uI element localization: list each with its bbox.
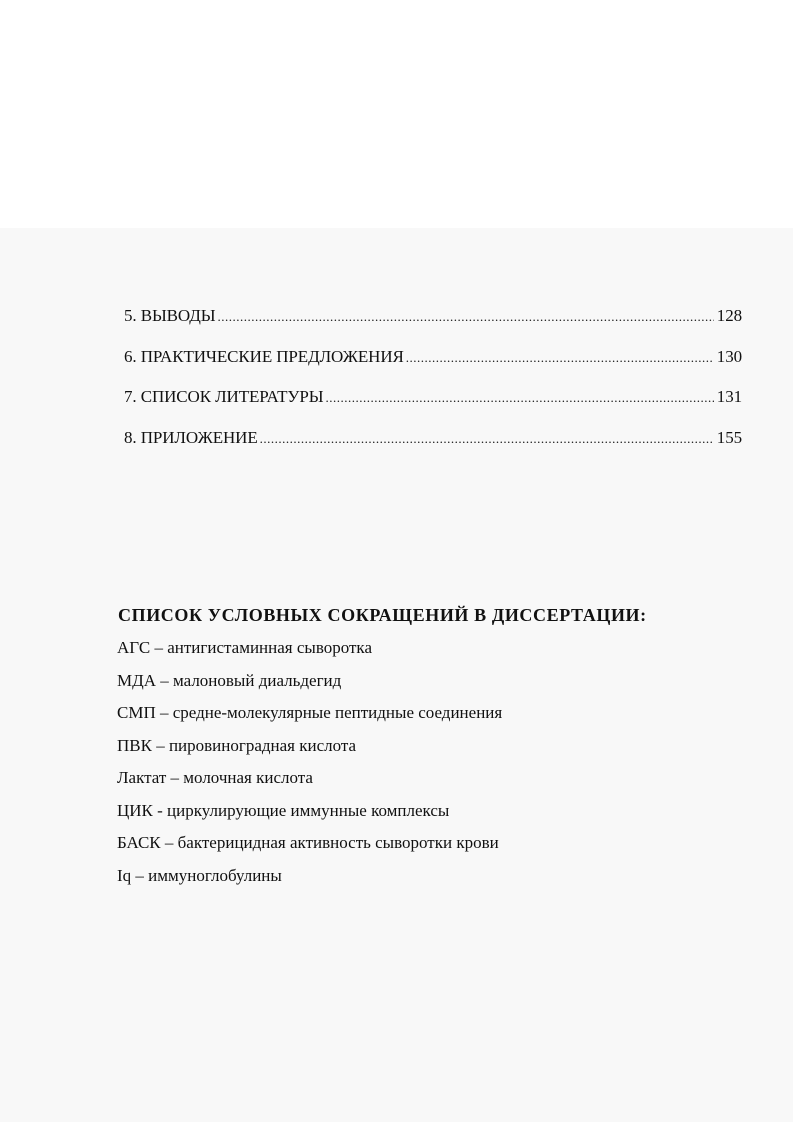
abbreviations-list xyxy=(117,638,737,898)
toc-entry-label: 7. СПИСОК ЛИТЕРАТУРЫ xyxy=(124,387,324,406)
abbreviation-item: БАСК – бактерицидная активность сыворотки крови xyxy=(117,833,499,852)
toc-dot-leader xyxy=(406,350,714,366)
table-of-contents xyxy=(124,306,742,468)
toc-dot-leader xyxy=(325,390,713,406)
toc-entry-page: 130 xyxy=(716,346,742,366)
abbreviation-item: СМП – средне-молекулярные пептидные соединения xyxy=(117,703,503,722)
abbreviation-item: Лактат – молочная кислота xyxy=(117,768,313,787)
toc-entry xyxy=(124,387,742,428)
abbreviation-item: Iq – иммуноглобулины xyxy=(117,865,282,885)
toc-entry xyxy=(124,306,742,347)
toc-entry-label: 8. ПРИЛОЖЕНИЕ xyxy=(124,427,258,447)
toc-entry-label: 6. ПРАКТИЧЕСКИЕ ПРЕДЛОЖЕНИЯ xyxy=(124,346,404,366)
toc-entry-label: 5. ВЫВОДЫ xyxy=(124,306,216,325)
abbreviation-item: МДА – малоновый диальдегид xyxy=(117,670,342,690)
toc-entry xyxy=(124,347,742,388)
toc-entry xyxy=(124,428,742,469)
abbreviations-title: СПИСОК УСЛОВНЫХ СОКРАЩЕНИЙ В ДИССЕРТАЦИИ: xyxy=(118,605,647,625)
toc-entry-page: 155 xyxy=(716,427,742,447)
toc-entry-page: 131 xyxy=(716,387,742,406)
toc-entry-page: 128 xyxy=(716,306,742,325)
abbreviation-item: ПВК – пировиноградная кислота xyxy=(117,735,357,755)
toc-dot-leader xyxy=(260,431,714,447)
abbreviation-item: АГС – антигистаминная сыворотка xyxy=(117,638,372,657)
abbreviation-item: ЦИК - циркулирующие иммунные комплексы xyxy=(117,800,450,820)
toc-dot-leader xyxy=(217,309,713,325)
